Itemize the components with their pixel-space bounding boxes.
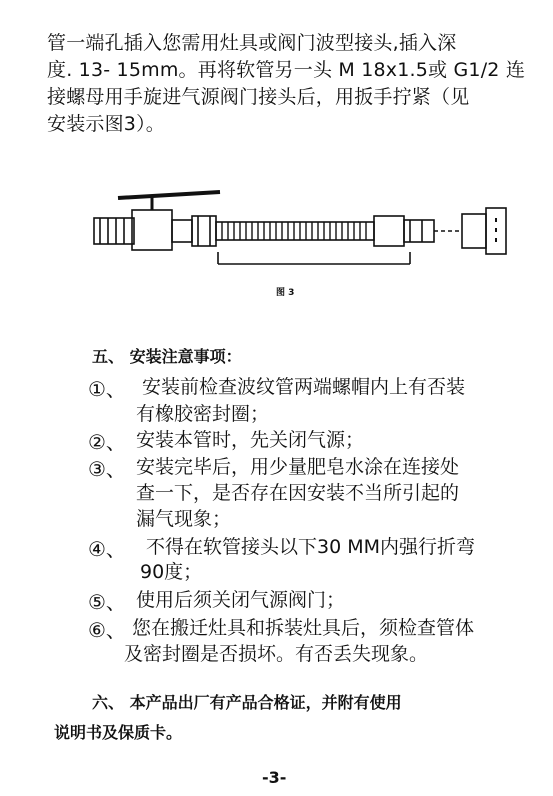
section-5-heading: 五、 安装注意事项：: [92, 347, 242, 366]
note-1-line-1: 安装前检查波纹管两端螺帽内上有否装: [142, 376, 466, 398]
note-4-line-2: 90度；: [140, 561, 203, 583]
note-1-line-2: 有橡胶密封圈；: [136, 403, 270, 425]
intro-line-1: 管一端孔插入您需用灶具或阀门波型接头,插入深: [47, 32, 457, 54]
note-4-line-1: 不得在软管接头以下30 MM内强行折弯: [146, 536, 476, 558]
intro-paragraph: [47, 30, 537, 138]
section-6-line-2: 说明书及保质卡。: [54, 723, 183, 742]
section-6-line-1: 六、 本产品出厂有产品合格证，并附有使用: [92, 693, 402, 712]
note-3-marker: ③、: [88, 457, 126, 481]
intro-line-4: 安装示图3）。: [47, 113, 165, 135]
note-6-marker: ⑥、: [88, 618, 126, 642]
note-5-marker: ⑤、: [88, 590, 126, 614]
note-3-line-3: 漏气现象；: [136, 508, 232, 530]
note-6-line-2: 及密封圈是否损坏。有否丢失现象。: [124, 643, 429, 665]
note-5-line-1: 使用后须关闭气源阀门；: [136, 589, 346, 611]
figure-caption: 图 3: [276, 288, 295, 298]
note-3-line-2: 查一下，是否存在因安装不当所引起的: [136, 482, 460, 504]
note-2-line-1: 安装本管时，先关闭气源；: [136, 429, 365, 451]
note-3-line-1: 安装完毕后，用少量肥皂水涂在连接处: [136, 456, 460, 478]
note-1-marker: ①、: [88, 377, 126, 401]
intro-line-2: 度. 13- 15mm。再将软管另一头 M 18x1.5或 G1/2 连: [47, 59, 526, 81]
note-6-line-1: 您在搬迁灶具和拆装灶具后，须检查管体: [132, 617, 475, 639]
note-4-marker: ④、: [88, 537, 126, 561]
intro-line-3: 接螺母用手旋进气源阀门接头后，用扳手拧紧（见: [47, 86, 470, 108]
note-2-marker: ②、: [88, 430, 126, 454]
installation-diagram: [70, 180, 510, 300]
page-number: -3-: [262, 768, 287, 787]
hose-installation-illustration: [70, 180, 510, 300]
